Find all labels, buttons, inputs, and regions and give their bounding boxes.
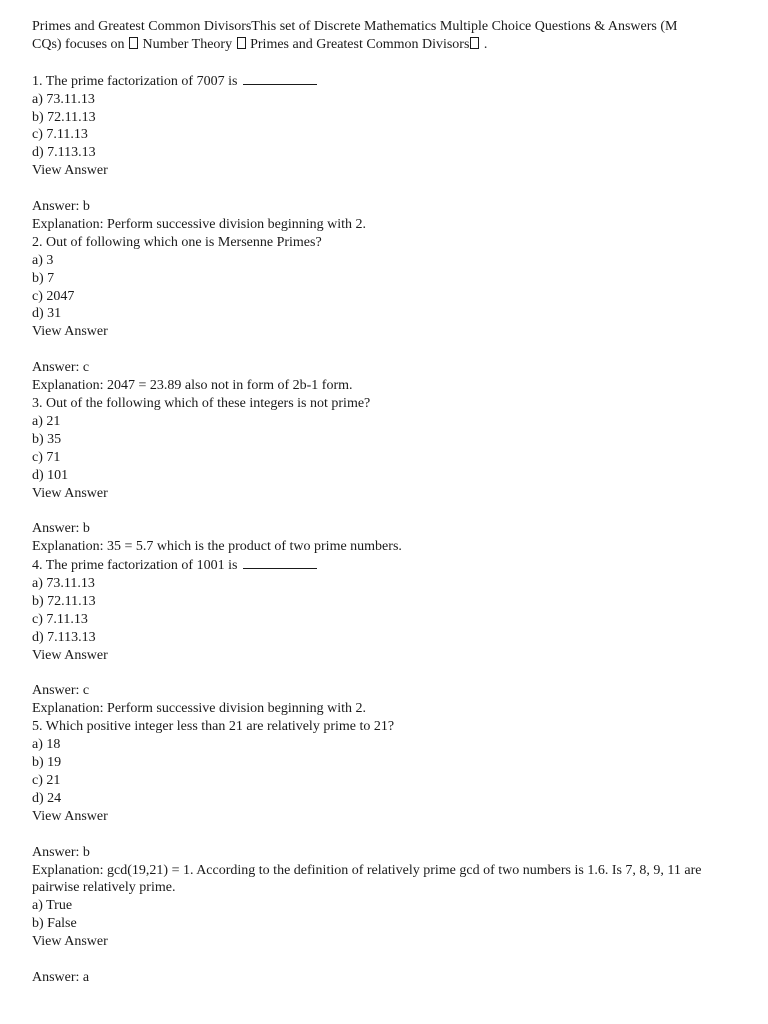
intro-text-b: Number Theory xyxy=(139,36,236,52)
answer-text: Answer: c xyxy=(32,683,90,699)
view-answer-link[interactable]: View Answer xyxy=(32,324,108,340)
answer-1 xyxy=(32,198,738,234)
option-d: d) 101 xyxy=(32,467,69,483)
answer-4 xyxy=(32,682,738,718)
view-answer-link[interactable]: View Answer xyxy=(32,934,108,950)
spacer xyxy=(32,951,738,969)
option-d: d) 7.113.13 xyxy=(32,145,96,161)
fill-in-blank xyxy=(243,72,317,85)
spacer xyxy=(32,341,738,359)
answer-text: Answer: b xyxy=(32,844,90,860)
question-3 xyxy=(32,395,738,556)
question-2 xyxy=(32,234,738,395)
question-1-text: 1. The prime factorization of 7007 is xyxy=(32,73,241,89)
view-answer-link[interactable]: View Answer xyxy=(32,485,108,501)
option-a: a) 18 xyxy=(32,737,61,753)
option-d: d) 24 xyxy=(32,790,62,806)
intro-line-2 xyxy=(32,36,738,54)
answer-3 xyxy=(32,520,738,556)
view-answer-link[interactable]: View Answer xyxy=(32,808,108,824)
option-a: a) True xyxy=(32,898,73,914)
spacer xyxy=(32,826,738,844)
explanation-text: Explanation: 35 = 5.7 which is the product of two prime numbers. xyxy=(32,539,402,555)
missing-glyph-icon xyxy=(237,37,246,49)
answer-text: Answer: a xyxy=(32,969,90,985)
question-text: 3. Out of the following which of these integers is not prime? xyxy=(32,395,371,411)
explanation-text: Explanation: gcd(19,21) = 1. According to the definition of relatively prime gcd of two numbers is 1.6. Is 7, 8, 9, 11 are pairwise relatively prime. xyxy=(32,862,702,896)
option-a: a) 73.11.13 xyxy=(32,91,95,107)
option-b: b) 72.11.13 xyxy=(32,109,96,125)
missing-glyph-icon xyxy=(470,37,479,49)
intro-text-a: CQs) focuses on xyxy=(32,36,129,52)
question-4 xyxy=(32,556,738,718)
option-c: c) 21 xyxy=(32,772,61,788)
explanation-text: Explanation: Perform successive division beginning with 2. xyxy=(32,216,367,232)
option-b: b) 35 xyxy=(32,431,62,447)
option-b: b) 72.11.13 xyxy=(32,593,96,609)
document-page xyxy=(32,18,738,987)
answer-5 xyxy=(32,844,738,898)
question-6 xyxy=(32,897,738,987)
explanation-text: Explanation: 2047 = 23.89 also not in form of 2b-1 form. xyxy=(32,378,353,394)
view-answer-link[interactable]: View Answer xyxy=(32,163,108,179)
question-text xyxy=(32,556,738,575)
view-answer-link[interactable]: View Answer xyxy=(32,647,108,663)
question-text: 5. Which positive integer less than 21 are relatively prime to 21? xyxy=(32,719,395,735)
answer-text: Answer: b xyxy=(32,199,90,215)
missing-glyph-icon xyxy=(129,37,138,49)
question-text xyxy=(32,72,738,91)
option-c: c) 7.11.13 xyxy=(32,127,88,143)
option-a: a) 73.11.13 xyxy=(32,576,95,592)
intro-text-c: Primes and Greatest Common Divisors xyxy=(246,36,470,52)
answer-text: Answer: b xyxy=(32,521,90,537)
question-1 xyxy=(32,72,738,234)
intro-text-d: . xyxy=(480,36,488,52)
option-b: b) 19 xyxy=(32,755,62,771)
option-a: a) 21 xyxy=(32,413,61,429)
question-5 xyxy=(32,718,738,897)
question-4-text: 4. The prime factorization of 1001 is xyxy=(32,558,241,574)
spacer xyxy=(32,665,738,683)
fill-in-blank xyxy=(243,556,317,569)
answer-text: Answer: c xyxy=(32,360,90,376)
spacer xyxy=(32,54,738,72)
explanation-text: Explanation: Perform successive division beginning with 2. xyxy=(32,701,367,717)
option-c: c) 7.11.13 xyxy=(32,611,88,627)
option-a: a) 3 xyxy=(32,252,54,268)
option-c: c) 71 xyxy=(32,449,61,465)
spacer xyxy=(32,180,738,198)
spacer xyxy=(32,502,738,520)
answer-2 xyxy=(32,359,738,395)
option-d: d) 7.113.13 xyxy=(32,629,96,645)
answer-6 xyxy=(32,969,738,987)
option-c: c) 2047 xyxy=(32,288,75,304)
intro-line-1: Primes and Greatest Common DivisorsThis set of Discrete Mathematics Multiple Choice Questions & Answers (M xyxy=(32,19,678,34)
option-b: b) False xyxy=(32,916,77,932)
option-d: d) 31 xyxy=(32,306,62,322)
option-b: b) 7 xyxy=(32,270,55,286)
question-text: 2. Out of following which one is Mersenne Primes? xyxy=(32,234,322,250)
